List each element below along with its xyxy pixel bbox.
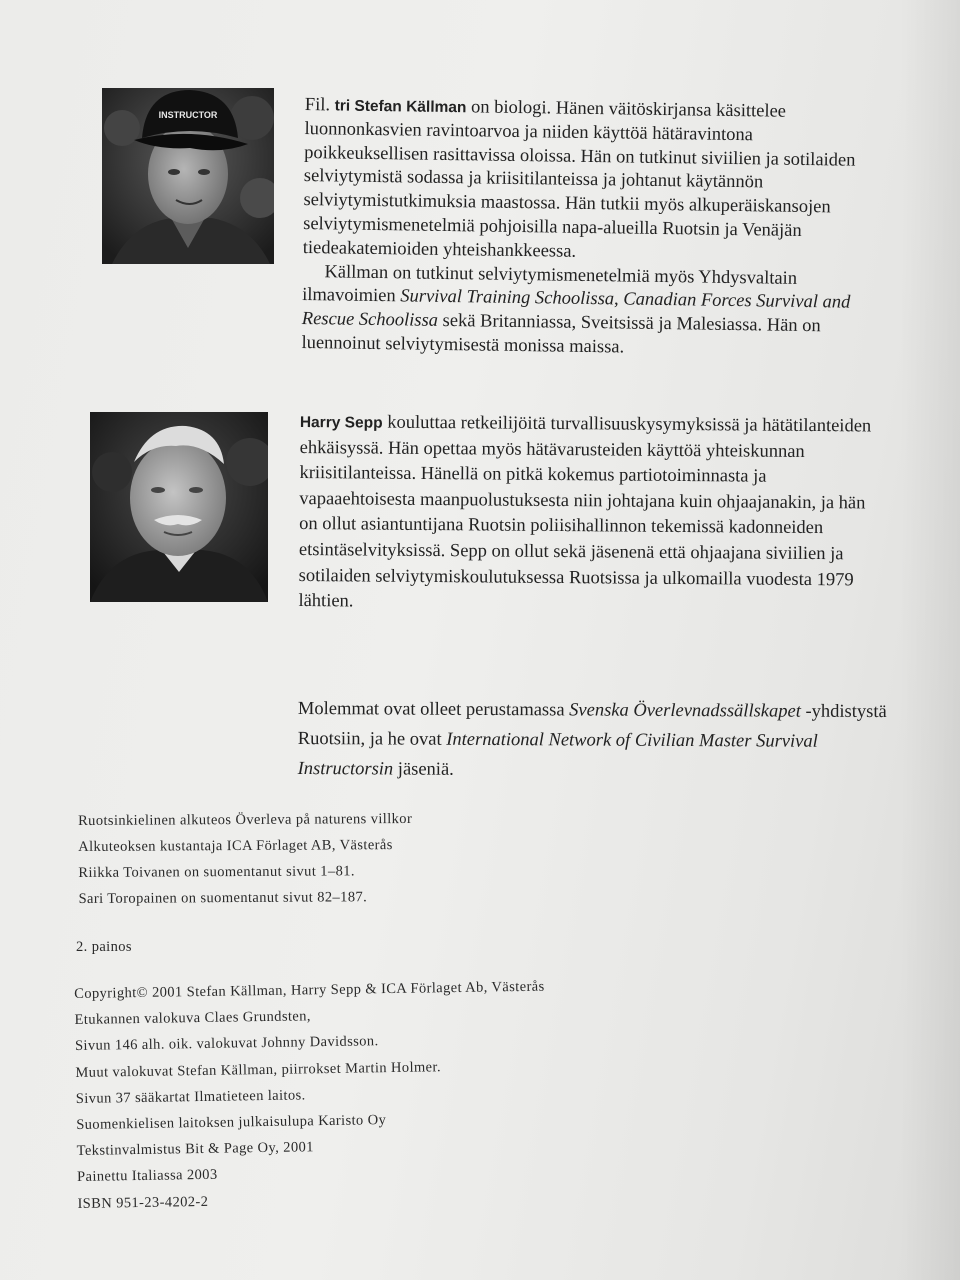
bio-text: kouluttaa retkeilijöitä turvallisuuskysymyksissä ja hätätilanteiden ehkäisyssä. Hän opettaa myös hätävarusteiden käyttöä yhteiskunnan kriisitilanteissa. Hänellä on pitkä kokemus partiotoiminnasta ja vapaaehtoisesta maanpuolustuksesta niin johtajana kuin ohjaajanakin, ja hän on ollut asiantuntijana Ruotsin poliisihallinnon tekemissä kadonneiden etsintäselvityksissä. Sepp on ollut sekä jäsenenä että ohjaajana siviilien ja sotilaiden selviytymiskoulutuksessa Ruotsissa ja ulkomailla vuodesta 1979 lähtien. <box>298 412 872 612</box>
credit-line: Etukannen valokuva Claes Grundsten, <box>74 1008 311 1029</box>
credit-line: Alkuteoksen kustantaja ICA Förlaget AB, Västerås <box>78 837 393 855</box>
credit-line: Riikka Toivanen on suomentanut sivut 1–81. <box>78 863 355 881</box>
portrait-illustration <box>90 412 268 602</box>
translation-credits <box>78 806 413 912</box>
joint-bio <box>298 694 888 787</box>
bio-text: , <box>613 289 624 310</box>
credit-line: Sari Toropainen on suomentanut sivut 82–187. <box>78 889 368 907</box>
bio-text: sekä Britanniassa, Sveitsissä ja Malesiassa. Hän on luennoinut selviytymisestä monissa maissa. <box>301 311 821 358</box>
author-name: Harry Sepp <box>299 413 383 432</box>
credit-line: Copyright© 2001 Stefan Källman, Harry Sepp & ICA Förlaget Ab, Västerås <box>74 978 545 1002</box>
organization-name: Svenska Överlevnadssällskapet <box>569 700 801 722</box>
school-name: Survival Training Schoolissa <box>400 286 615 310</box>
stefan-kallman-bio <box>301 94 865 364</box>
page-gutter-shadow <box>900 0 960 1280</box>
school-name: Canadian Forces Survival and Rescue Schoolissa <box>301 289 851 332</box>
credit-line: Sivun 146 alh. oik. valokuvat Johnny Davidsson. <box>74 1033 379 1055</box>
bio-paragraph <box>303 94 865 268</box>
credit-line: Ruotsinkielinen alkuteos Överleva på naturens villkor <box>78 810 413 829</box>
credit-line: Tekstinvalmistus Bit & Page Oy, 2001 <box>76 1139 314 1160</box>
harry-sepp-bio <box>298 410 880 619</box>
bio-text: jäseniä. <box>393 759 454 780</box>
edition-text: 2. painos <box>76 939 132 955</box>
bio-text: Molemmat ovat olleet perustamassa <box>297 698 570 721</box>
bio-text: -yhdistystä Ruotsiin, ja he ovat <box>297 701 887 750</box>
portrait-illustration <box>102 88 274 264</box>
publication-credits <box>74 974 548 1217</box>
bio-text: on biologi. Hänen väitöskirjansa käsittelee luonnonkasvien ravintoarvoa ja niiden käyttöä hätäravintona poikkeuksellisen rasittavissa oloissa. Hän on tutkinut siviilien ja sotilaiden selviytymistä sodassa ja kriisitilanteissa ja johtanut käytännön selviytymistutkimuksia maastossa. Hän tutkii myös alkuperäiskansojen selviytymismenetelmiä pohjoisilla napa-alueilla Ruotsin ja Venäjän tiedeakatemioiden yhteishankkeessa. <box>302 97 856 262</box>
isbn: ISBN 951-23-4202-2 <box>77 1193 209 1212</box>
credit-line: Suomenkielisen laitoksen julkaisulupa Karisto Oy <box>76 1112 387 1133</box>
title-prefix: Fil. <box>304 94 335 116</box>
organization-name: International Network of Civilian Master Survival Instructorsin <box>297 729 818 780</box>
edition-line <box>76 934 132 960</box>
bio-paragraph <box>301 261 862 364</box>
stefan-kallman-photo <box>102 88 274 264</box>
credit-line: Muut valokuvat Stefan Källman, piirrokset Martin Holmer. <box>75 1058 442 1081</box>
bio-paragraph <box>298 410 880 619</box>
cap-label: INSTRUCTOR <box>158 110 218 120</box>
credit-line: Painettu Italiassa 2003 <box>76 1167 218 1186</box>
credit-line: Sivun 37 sääkartat Ilmatieteen laitos. <box>75 1087 306 1107</box>
bio-text: Källman on tutkinut selviytymismenetelmiä myös Yhdysvaltain ilmavoimien <box>302 261 798 307</box>
harry-sepp-photo <box>90 412 268 602</box>
bio-paragraph <box>298 694 888 787</box>
author-name: tri Stefan Källman <box>334 97 467 117</box>
